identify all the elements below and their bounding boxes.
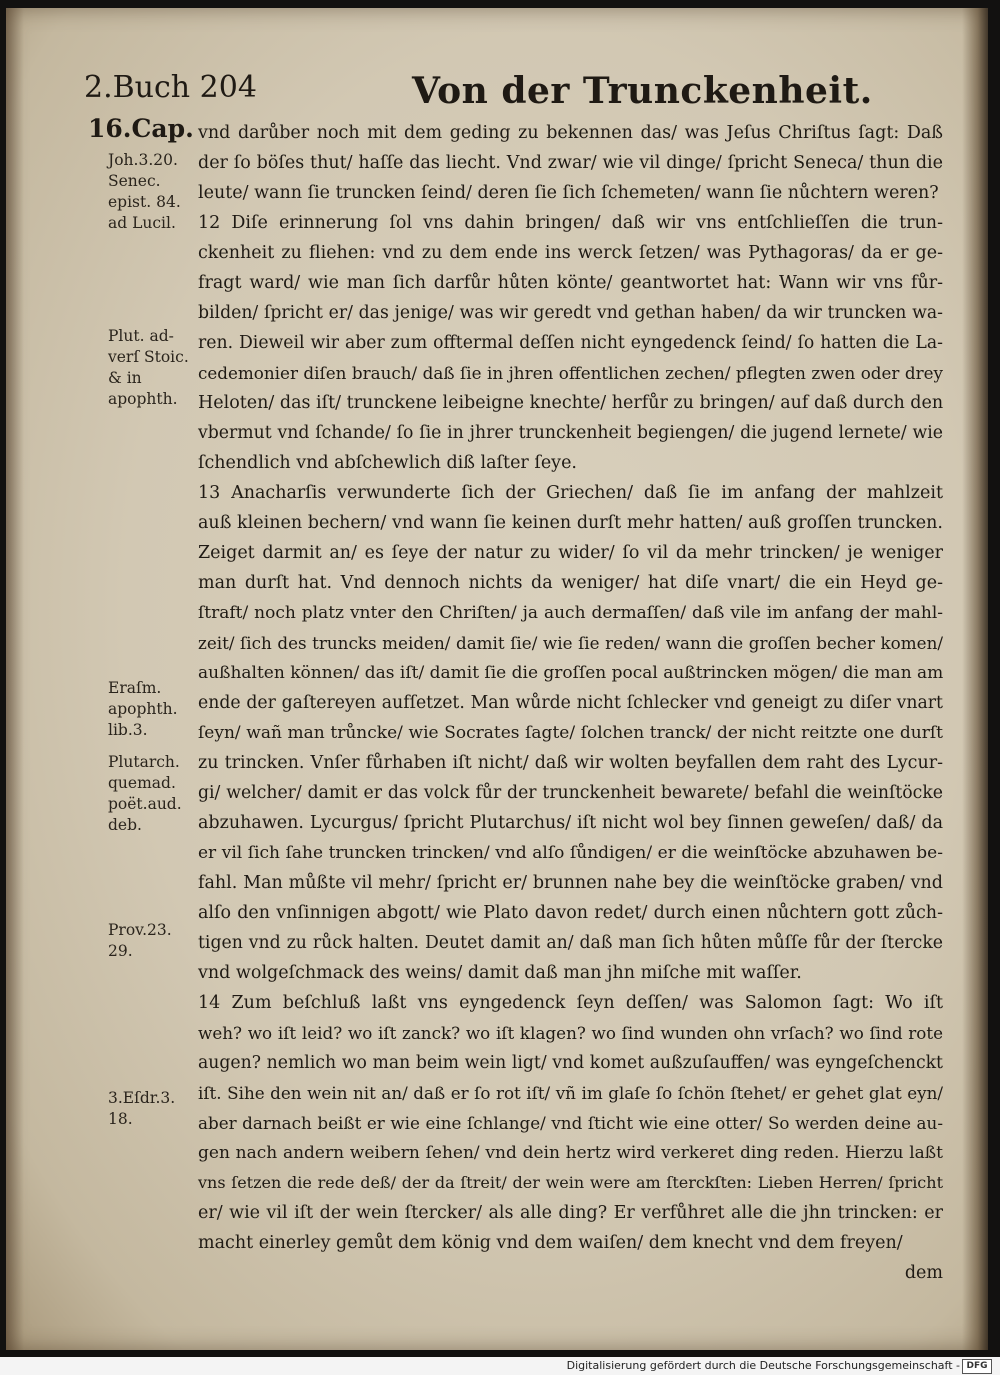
text-line: ckenheit zu fliehen: vnd zu dem ende ins werck ſetzen/ was Pythagoras/ da er ge-	[198, 243, 943, 263]
running-title: Von der Trunckenheit.	[412, 70, 873, 112]
text-line: man durſt hat. Vnd dennoch nichts da weniger/ hat diſe vnart/ die ein Heyd ge-	[198, 573, 943, 593]
text-line: zu trincken. Vnſer fůrhaben iſt nicht/ daß wir wolten beyfallen dem raht des Lycur-	[198, 753, 943, 773]
text-line: tigen vnd zu růck halten. Deutet damit an/ daß man ſich hůten můſſe fůr der ſtercke	[198, 933, 943, 953]
text-line: cedemonier diſen brauch/ daß ſie in jhren offentlichen zechen/ pflegten zwen oder drey	[198, 363, 943, 383]
text-line: bilden/ ſpricht er/ das jenige/ was wir geredt vnd gethan haben/ da wir truncken wa-	[198, 303, 943, 323]
text-line: 14 Zum beſchluß laßt vns eyngedenck ſeyn deſſen/ was Salomon ſagt: Wo iſt	[198, 993, 943, 1013]
dfg-logo: DFG	[962, 1359, 992, 1374]
text-line: zeit/ ſich des truncks meiden/ damit ſie/ wie ſie reden/ wann die groſſen becher komen/	[198, 633, 943, 653]
funding-notice: Digitalisierung gefördert durch die Deutsche Forschungsgemeinschaft -	[566, 1359, 960, 1372]
margin-note-esdras: 3.Eſdr.3. 18.	[108, 1089, 176, 1128]
text-line: er/ wie vil iſt der wein ſtercker/ als alle ding? Er verfůhret alle die jhn trincken: er	[198, 1203, 943, 1223]
text-line: fragt ward/ wie man ſich darfůr hůten könte/ geantwortet hat: Wann wir vns fůr-	[198, 273, 943, 293]
page-gutter-shadow	[6, 8, 24, 1350]
margin-note-plutarch-poet: Plutarch. quemad. poët.aud. deb.	[108, 753, 182, 834]
text-line: außhalten können/ das iſt/ damit ſie die groſſen pocal außtrincken mögen/ die man am	[198, 663, 944, 683]
text-line: aber darnach beißt er wie eine ſchlange/ vnd ſticht wie eine otter/ So werden deine au-	[198, 1113, 943, 1133]
text-line: ende der gaſtereyen aufſetzet. Man wůrde nicht ſchlecker vnd geneigt zu diſer vnart	[198, 693, 943, 713]
margin-note-plutarch: Plut. ad- verſ Stoic. & in apophth.	[108, 327, 189, 408]
page-edge-shadow	[962, 8, 988, 1350]
text-line: er vil ſich ſahe truncken trincken/ vnd alſo ſůndigen/ er die weinſtöcke abzuhawen be-	[198, 843, 943, 863]
text-line: ren. Dieweil wir aber zum offtermal deſſen nicht eyngedenck ſeind/ ſo hatten die La-	[198, 333, 943, 353]
text-line: ſchendlich vnd abſchewlich diß laſter ſeye.	[198, 453, 577, 473]
text-line: Zeiget darmit an/ es ſeye der natur zu wider/ ſo vil da mehr trincken/ je weniger	[198, 543, 943, 563]
text-line: Heloten/ das iſt/ trunckene leibeigne knechte/ herfůr zu bringen/ auf daß durch den	[198, 393, 944, 413]
text-line: der ſo böſes thut/ haſſe das liecht. Vnd zwar/ wie vil dinge/ ſpricht Seneca/ thun die	[198, 153, 943, 173]
text-line: auß kleinen bechern/ vnd wann ſie keinen durſt mehr hatten/ auß groſſen truncken.	[198, 513, 943, 533]
text-line: vns ſetzen die rede deß/ der da ſtreit/ der wein were am ſterckſten: Lieben Herren/ ſpricht	[198, 1173, 943, 1192]
text-line: fahl. Man můßte vil mehr/ ſpricht er/ brunnen nahe bey die weinſtöcke graben/ vnd	[198, 873, 943, 893]
text-line: gen nach andern weibern ſehen/ vnd dein hertz wird verkeret ding reden. Hierzu laßt	[198, 1143, 943, 1163]
chapter-label: 16.Cap.	[88, 114, 194, 143]
text-line: vnd darůber noch mit dem geding zu bekennen das/ was Jeſus Chriſtus ſagt: Daß	[198, 123, 943, 143]
text-line: ſtraft/ noch platz vnter den Chriſten/ ja auch dermaſſen/ daß vile im anfang der mahl-	[198, 603, 943, 623]
text-line: abzuhawen. Lycurgus/ ſpricht Plutarchus/ iſt nicht wol bey ſinnen geweſen/ daß/ da	[198, 813, 943, 833]
text-line: ſeyn/ wañ man trůncke/ wie Socrates ſagte/ ſolchen tranck/ der nicht reitzte one durſt	[198, 723, 943, 743]
text-line: leute/ wann ſie truncken ſeind/ deren ſie ſich ſchemeten/ wann ſie nůchtern weren?	[198, 183, 939, 203]
book-page-number: 2.Buch 204	[84, 70, 257, 105]
margin-note-proverbs: Prov.23. 29.	[108, 921, 172, 960]
margin-note-erasmus: Eraſm. apophth. lib.3.	[108, 679, 178, 739]
text-line: macht einerley gemůt dem könig vnd dem waiſen/ dem knecht vnd dem freyen/	[198, 1233, 903, 1253]
text-line: weh? wo iſt leid? wo iſt zanck? wo iſt klagen? wo ſind wunden ohn vrſach? wo ſind rote	[198, 1023, 943, 1043]
text-line: dem	[904, 1263, 943, 1283]
text-line: vnd wolgeſchmack des weins/ damit daß man jhn miſche mit waſſer.	[198, 963, 802, 983]
text-line: iſt. Sihe den wein nit an/ daß er ſo rot iſt/ vñ im glaſe ſo ſchön ſtehet/ er gehet glat eyn/	[198, 1083, 943, 1103]
text-line: vbermut vnd ſchande/ ſo ſie in jhrer trunckenheit begiengen/ die jugend lernete/ wie	[198, 423, 943, 443]
text-line: gi/ welcher/ damit er das volck fůr der trunckenheit bewarete/ befahl die weinſtöcke	[198, 783, 943, 803]
text-line: alſo den vnſinnigen abgott/ wie Plato davon redet/ durch einen nůchtern gott zůch-	[198, 903, 943, 923]
margin-note-john-seneca: Joh.3.20. Senec. epist. 84. ad Lucil.	[108, 151, 181, 232]
footer-bar	[0, 1357, 1000, 1375]
text-line: 13 Anacharſis verwunderte ſich der Griechen/ daß ſie im anfang der mahlzeit	[198, 483, 943, 503]
text-line: 12 Diſe erinnerung ſol vns dahin bringen/ daß wir vns entſchlieſſen die trun-	[198, 213, 943, 233]
body-text	[198, 118, 943, 1288]
text-line: augen? nemlich wo man beim wein ligt/ vnd komet außzuſauffen/ was eyngeſchenckt	[198, 1053, 943, 1073]
